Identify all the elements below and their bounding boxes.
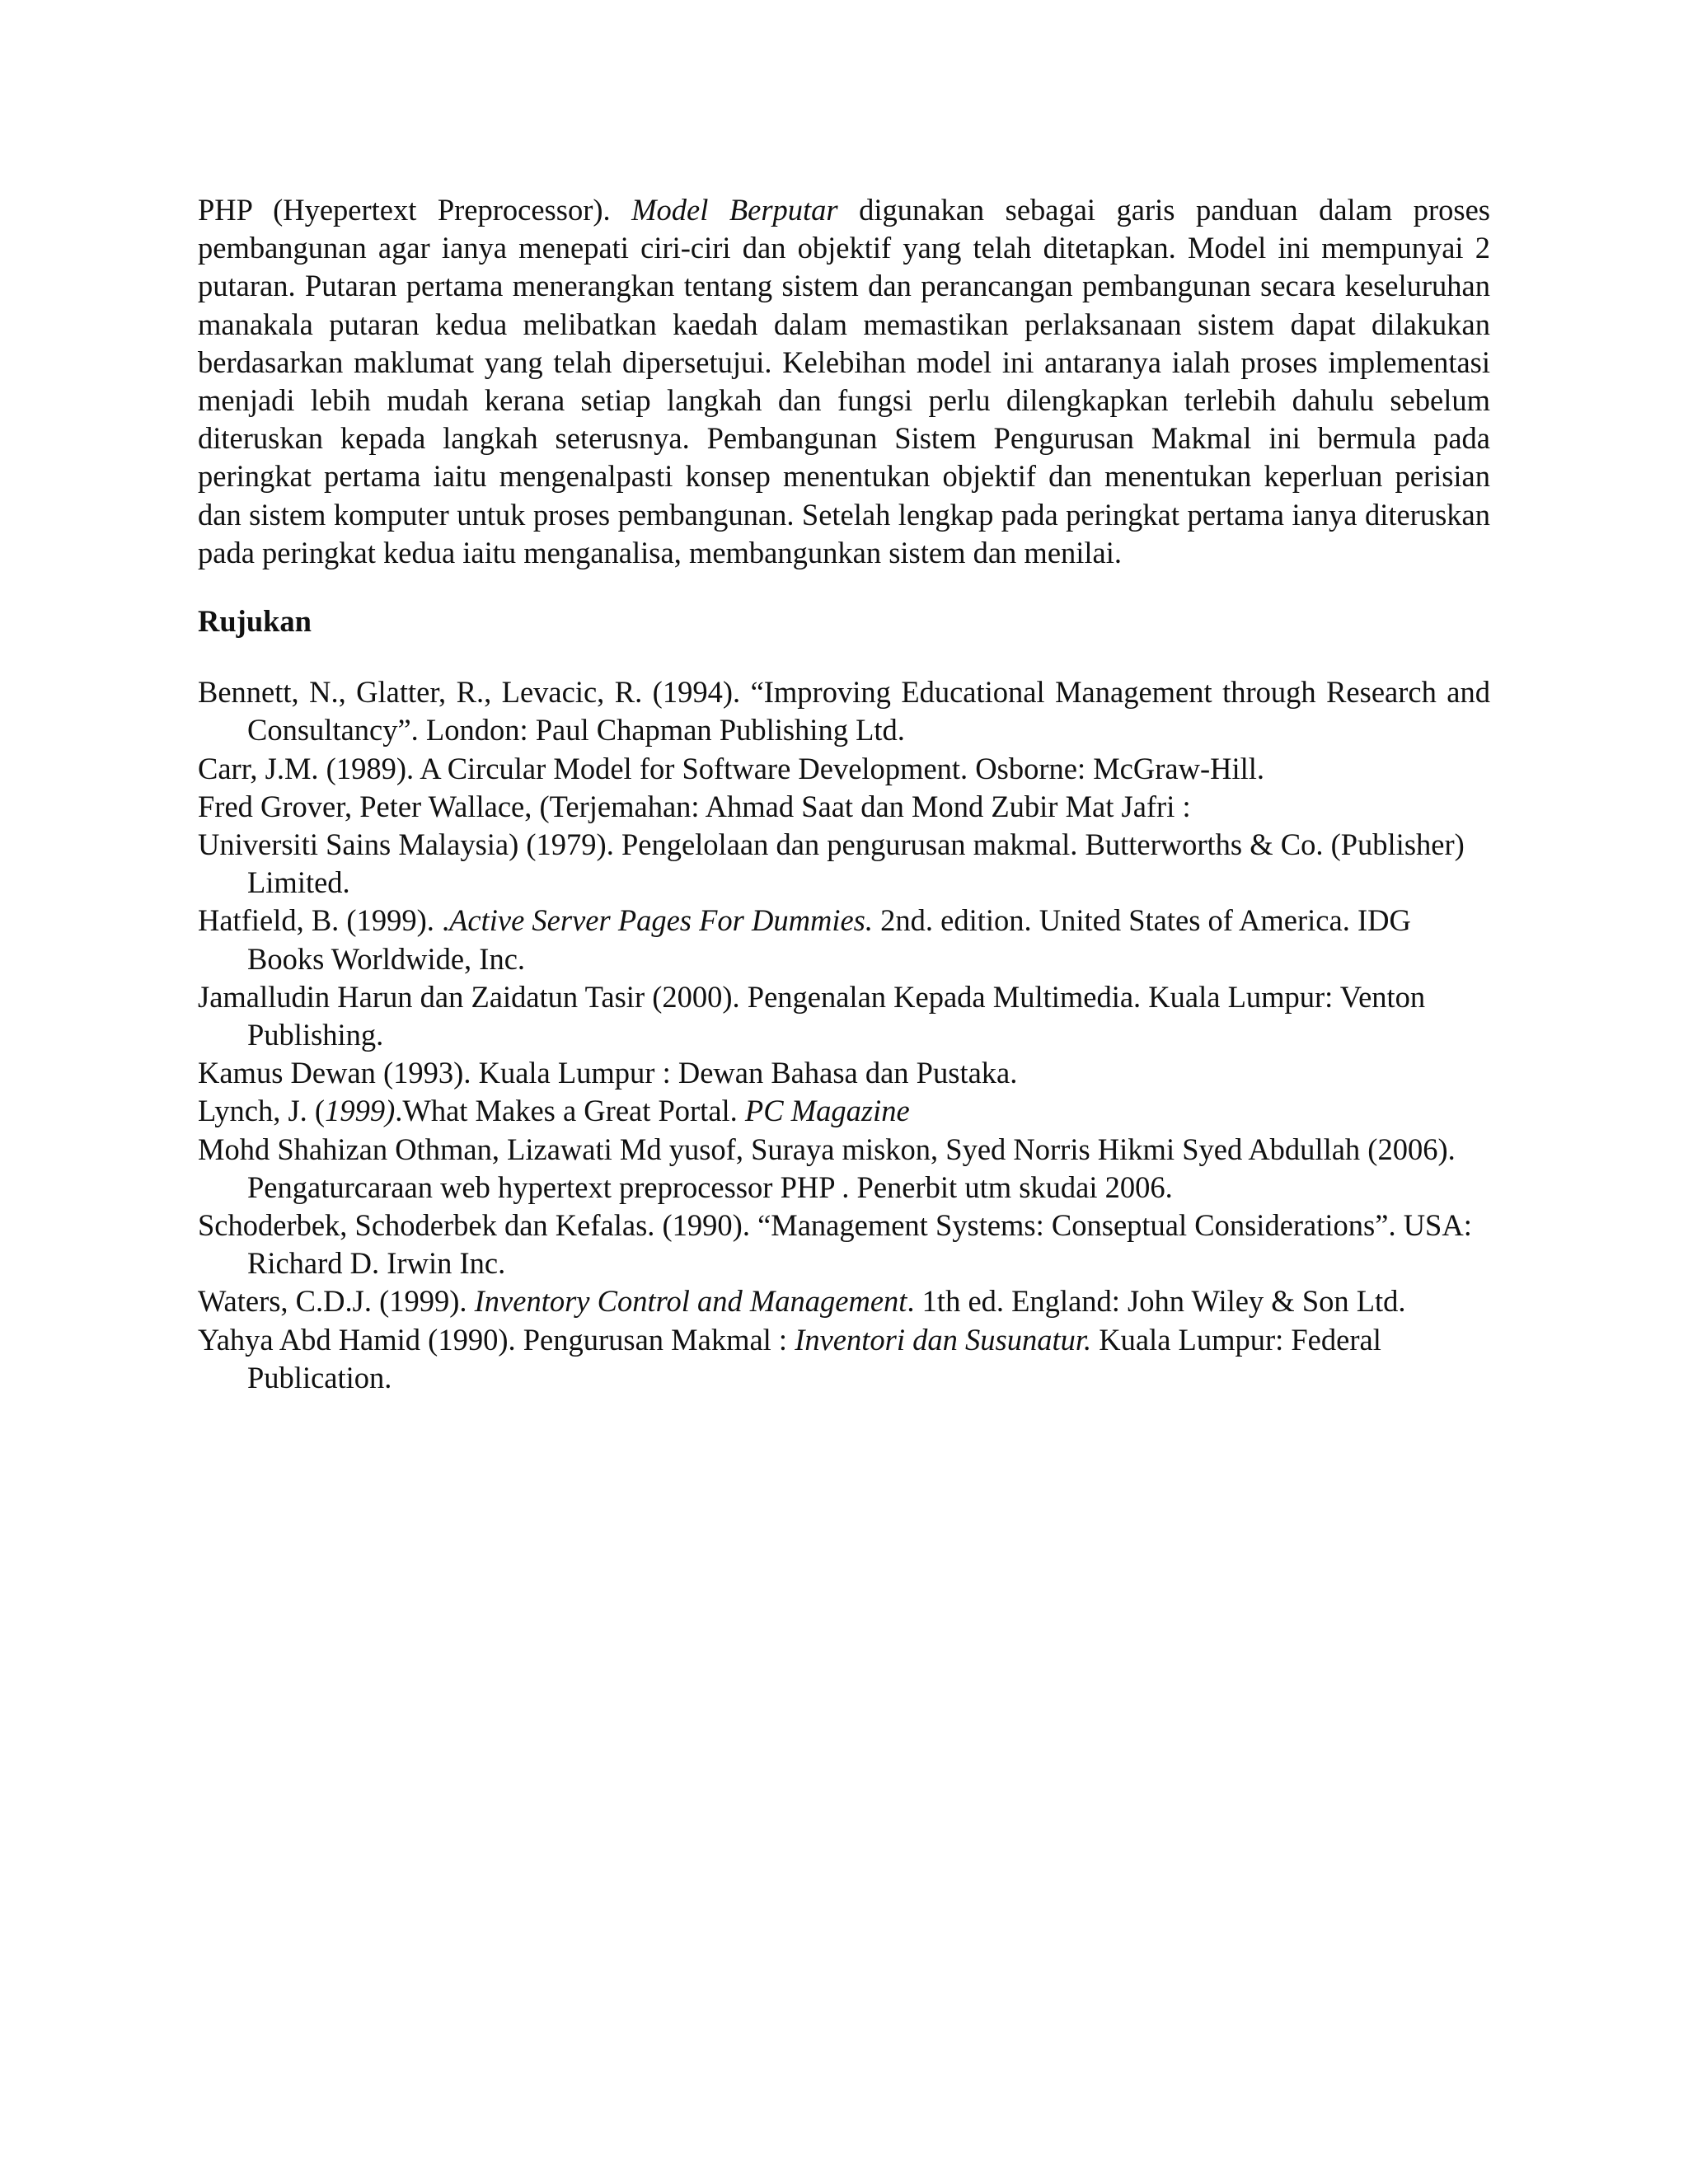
- reference-item: Carr, J.M. (1989). A Circular Model for Software Development. Osborne: McGraw-Hill.: [198, 751, 1265, 785]
- reference-item: Lynch, J. (1999).What Makes a Great Portal. PC Magazine: [198, 1094, 910, 1128]
- reference-item: Jamalludin Harun dan Zaidatun Tasir (2000). Pengenalan Kepada Multimedia. Kuala Lumpur: Venton Publishing.: [198, 979, 1426, 1052]
- reference-item: Fred Grover, Peter Wallace, (Terjemahan: Ahmad Saat dan Mond Zubir Mat Jafri :: [198, 789, 1191, 823]
- document-page: [198, 191, 1490, 1397]
- references-heading: Rujukan: [198, 604, 312, 639]
- reference-item: Waters, C.D.J. (1999). Inventory Control and Management. 1th ed. England: John Wiley & Son Ltd.: [198, 1284, 1406, 1319]
- reference-item: Kamus Dewan (1993). Kuala Lumpur : Dewan Bahasa dan Pustaka.: [198, 1056, 1018, 1090]
- reference-item: Yahya Abd Hamid (1990). Pengurusan Makmal : Inventori dan Susunatur. Kuala Lumpur: Federal Publication.: [198, 1322, 1381, 1394]
- body-paragraph: [198, 191, 1490, 572]
- reference-item: Schoderbek, Schoderbek dan Kefalas. (1990). “Management Systems: Conseptual Considerations”. USA: Richard D. Irwin Inc.: [198, 1208, 1472, 1281]
- reference-item: Universiti Sains Malaysia) (1979). Pengelolaan dan pengurusan makmal. Butterworths & Co. (Publisher) Limited.: [198, 827, 1465, 900]
- reference-item: Hatfield, B. (1999). .Active Server Pages For Dummies. 2nd. edition. United States of America. IDG Books Worldwide, Inc.: [198, 903, 1411, 976]
- paragraph-lead: PHP (Hyepertext Preprocessor).: [198, 193, 632, 227]
- paragraph-rest: digunakan sebagai garis panduan dalam proses pembangunan agar ianya menepati ciri-ciri dan objektif yang telah ditetapkan. Model ini mempunyai 2 putaran. Putaran pertama menerangkan tentang sistem dan perancangan pembangunan secara keseluruhan manakala putaran kedua melibatkan kaedah dalam memastikan perlaksanaan sistem dapat dilakukan berdasarkan maklumat yang telah dipersetujui. Kelebihan model ini antaranya ialah proses implementasi menjadi lebih mudah kerana setiap langkah dan fungsi perlu dilengkapkan terlebih dahulu sebelum diteruskan kepada langkah seterusnya. Pembangunan Sistem Pengurusan Makmal ini bermula pada peringkat pertama iaitu mengenalpasti konsep menentukan objektif dan menentukan keperluan perisian dan sistem komputer untuk proses pembangunan. Setelah lengkap pada peringkat pertama ianya diteruskan pada peringkat kedua iaitu menganalisa, membangunkan sistem dan menilai.: [198, 193, 1490, 569]
- reference-item: Bennett, N., Glatter, R., Levacic, R. (1994). “Improving Educational Management through Research and Consultancy”. London: Paul Chapman Publishing Ltd.: [198, 675, 1490, 748]
- reference-list: [198, 673, 1490, 1397]
- model-name: Model Berputar: [631, 193, 838, 227]
- reference-item: Mohd Shahizan Othman, Lizawati Md yusof, Suraya miskon, Syed Norris Hikmi Syed Abdullah (2006). Pengaturcaraan web hypertext preprocessor PHP . Penerbit utm skudai 2006.: [198, 1132, 1456, 1204]
